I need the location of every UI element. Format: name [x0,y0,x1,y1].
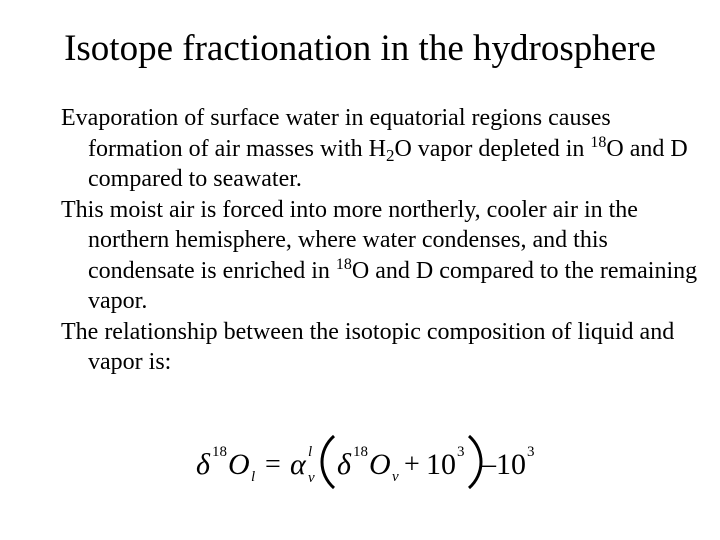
vapor-subscript: v [392,469,399,485]
mass-number-lhs: 18 [212,444,227,460]
oxygen-symbol-rhs: O [369,448,391,481]
paragraph-condensation [61,195,701,317]
oxygen-symbol-lhs: O [228,448,250,481]
alpha-subscript: v [308,470,315,486]
slide-body [61,103,701,378]
paragraph-evaporation-text-c: O and D compared to seawater. [88,135,688,192]
paragraph-evaporation [61,103,701,195]
exponent-in-parentheses: 3 [457,444,465,460]
mass-number-rhs: 18 [353,444,368,460]
plus-sign: + [404,449,420,480]
equals-sign: = [265,449,281,480]
right-parenthesis [469,436,481,488]
ten-final: 10 [496,448,526,481]
left-parenthesis [322,436,334,488]
paragraph-evaporation-text-b: O vapor depleted in [394,135,591,162]
paragraph-relationship: The relationship between the isotopic composition of liquid and vapor is: [61,318,675,375]
exponent-final: 3 [527,444,535,460]
oxygen-mass-superscript: 18 [590,133,607,151]
fractionation-equation [190,430,550,492]
oxygen-mass-superscript: 18 [335,255,352,273]
slide-title: Isotope fractionation in the hydrosphere [64,28,656,69]
ten-in-parentheses: 10 [426,448,456,481]
delta-symbol-lhs: δ [196,448,210,481]
water-subscript: 2 [385,145,395,165]
liquid-subscript: l [251,469,256,485]
paragraph-condensation-text-b: O and D compared to the remaining vapor. [88,257,698,314]
alpha-superscript: l [308,444,313,460]
paragraph-evaporation-text-a: Evaporation of surface water in equatorial regions causes formation of air masses with H [61,105,611,162]
paragraph-condensation-text-a: This moist air is forced into more northerly, cooler air in the northern hemisphere, where water condenses, and this condensate is enriched in [61,196,638,284]
equation-svg [190,430,550,492]
alpha-symbol: α [290,448,306,481]
delta-symbol-rhs: δ [337,448,351,481]
minus-sign: – [482,449,496,480]
